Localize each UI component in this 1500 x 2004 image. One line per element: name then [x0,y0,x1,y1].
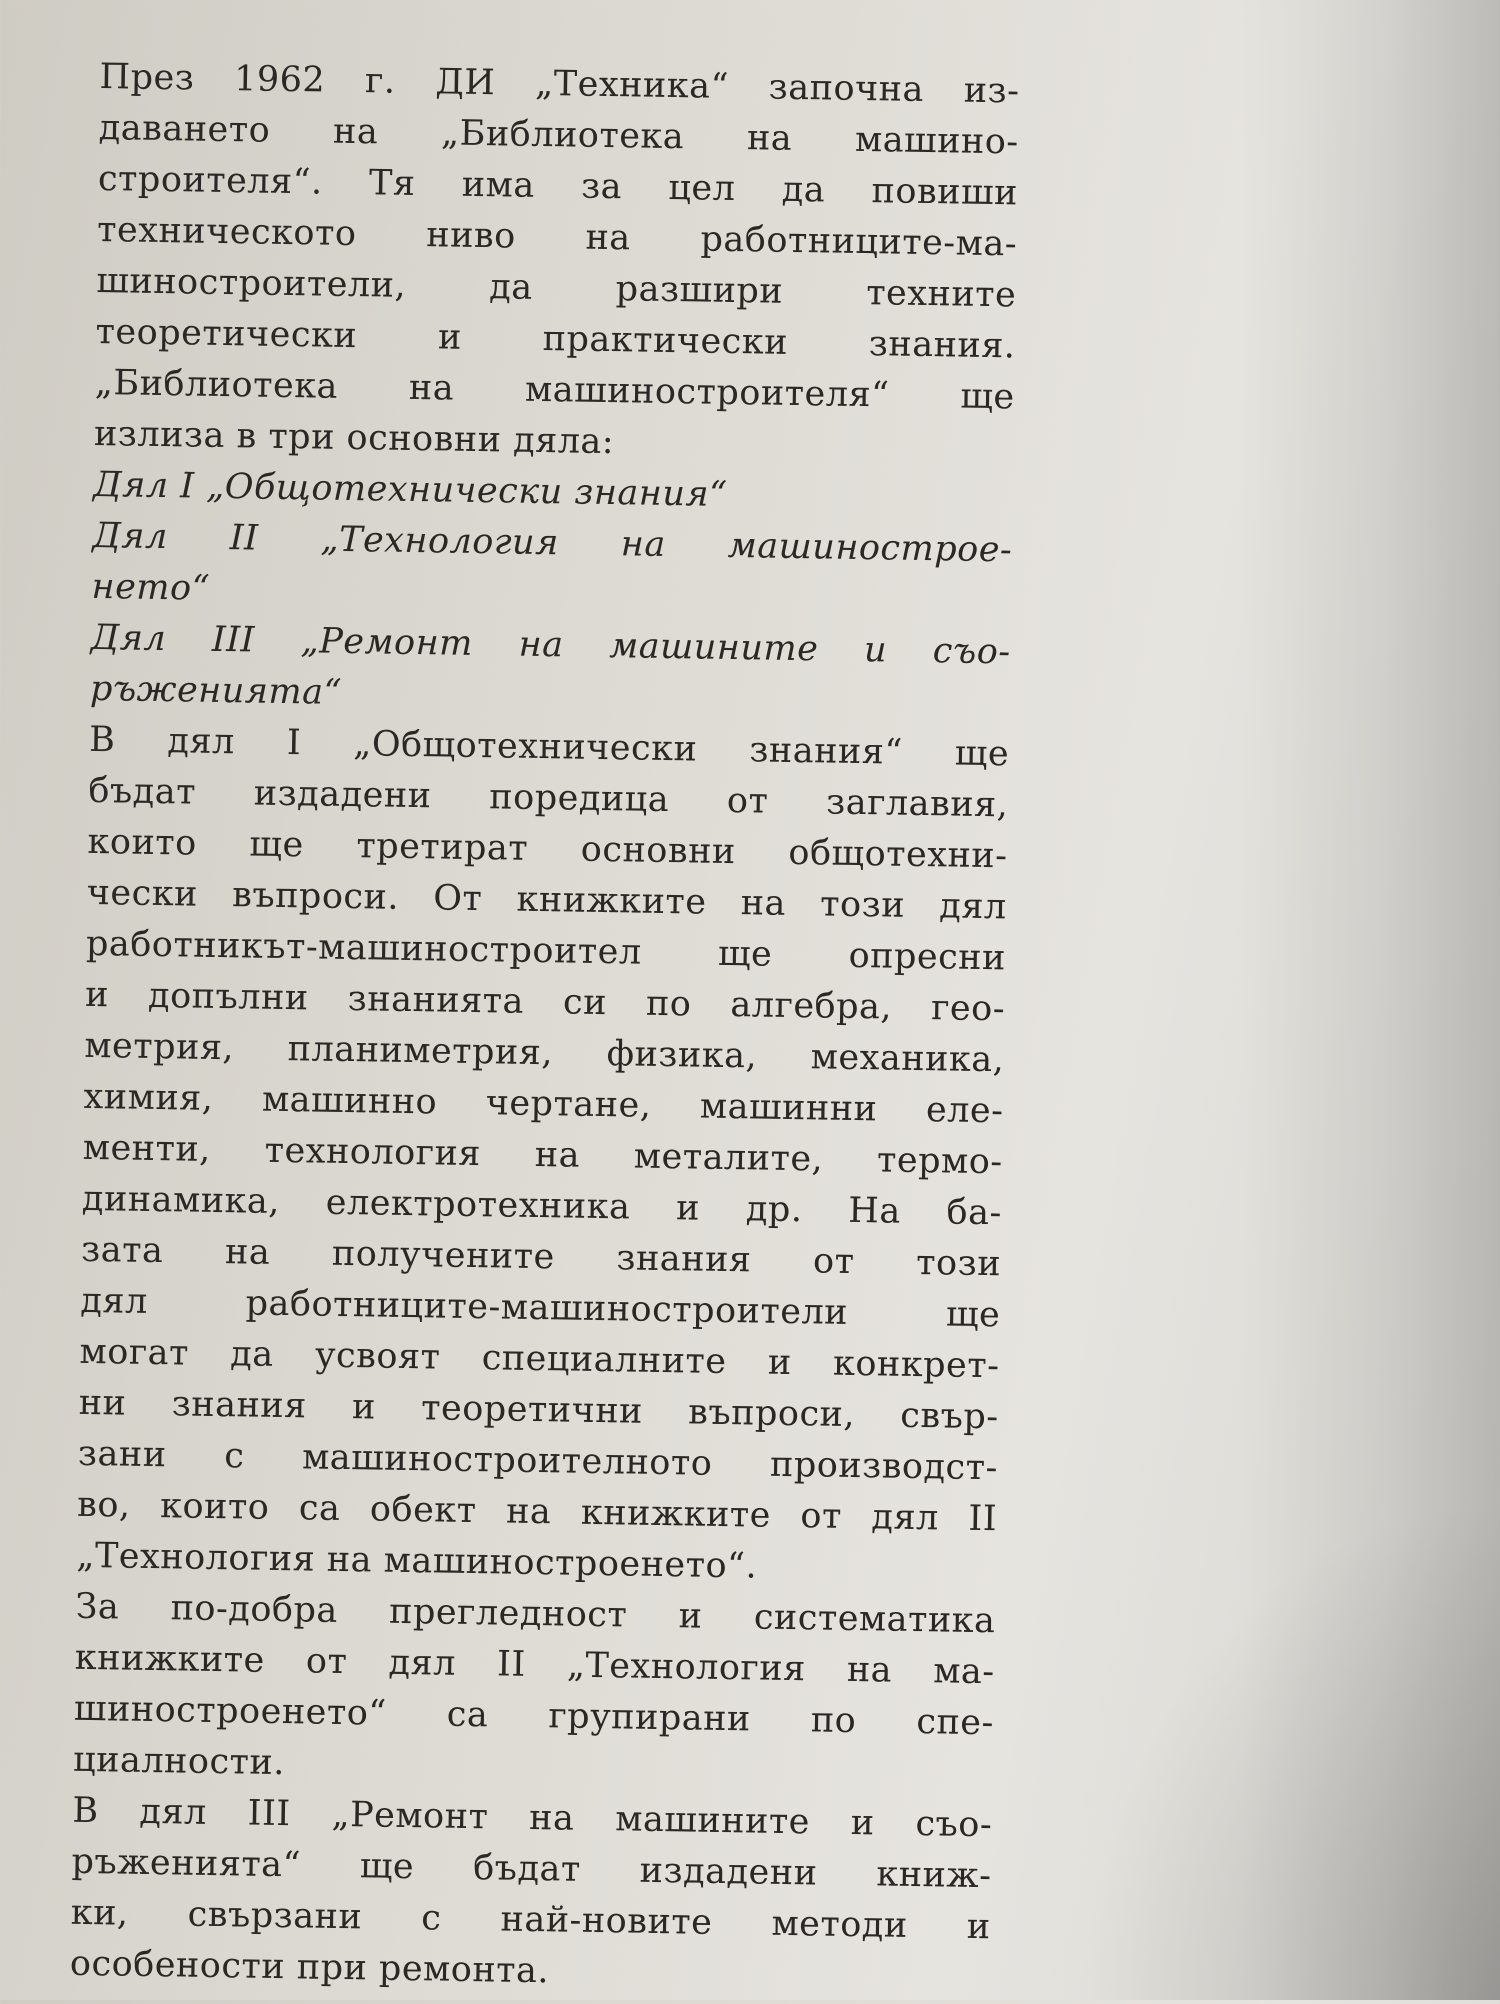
text-line: и допълни знанията си по алгебра, гео- [84,974,1006,1030]
text-line: дял работниците-машиностроители ще [80,1280,1001,1336]
section-two-heading-cont: нето“ [91,566,211,609]
text-line: През 1962 г. ДИ „Техника“ започна из- [99,56,1020,112]
text-line: техническото ниво на работниците-ма- [96,209,1018,265]
text-line: работникът-машиностроител ще опресни [85,923,1007,979]
text-line: „Библиотека на машиностроителя“ ще [94,362,1016,418]
text-line: В дял I „Общотехнически знания“ ще [88,719,1010,775]
text-line: строителя“. Тя има за цел да повиши [97,158,1019,214]
text-line: бъдат издадени поредица от заглавия, [88,770,1009,826]
text-line: особености при ремонта. [69,1943,550,1992]
text-line: ни знания и теоретични въпроси, свър- [78,1382,999,1438]
text-line: метрия, планиметрия, физика, механика, [84,1025,1005,1081]
text-line: В дял III „Ремонт на машините и съо- [72,1790,993,1846]
text-line: циалности. [72,1739,286,1784]
text-line: излиза в три основни дяла: [93,413,615,463]
text-line: За по-добра прегледност и систематика [75,1586,996,1642]
text-line: зата на получените знания от този [80,1229,1002,1285]
text-line: во, които са обект на книжките от дял II [76,1484,998,1540]
text-line: чески въпроси. От книжките на този дял [86,872,1007,928]
text-line: „Технология на машиностроенето“. [76,1535,758,1587]
page-shadow [1240,0,1500,2000]
section-one-heading: Дял I „Общотехнически знания“ [92,464,728,515]
text-line: ки, свързани с най-новите методи и [70,1892,991,1948]
section-two-heading: Дял II „Технология на машинострое- [92,515,1013,571]
text-line: теоретически и практически знания. [95,311,1016,367]
text-line: шиностроители, да разшири техните [96,260,1017,316]
text-line: книжките от дял II „Технология на ма- [74,1637,995,1693]
page-shadow-lower [1080,1500,1500,2000]
text-line: ръженията“ ще бъдат издадени книж- [71,1841,992,1897]
text-line: динамика, електротехника и др. На ба- [81,1178,1003,1234]
text-line: шиностроенето“ са групирани по спе- [73,1688,995,1744]
body-text [70,52,1020,2004]
text-line: химия, машинно чертане, машинни еле- [83,1076,1004,1132]
text-line: които ще третират основни общотехни- [87,821,1008,877]
text-line: даването на „Библиотека на машино- [98,107,1020,163]
text-line: зани с машиностроителното производст- [77,1433,999,1489]
section-three-heading-cont: ръженията“ [89,668,343,713]
section-three-heading: Дял III „Ремонт на машините и съо- [90,617,1011,673]
text-line: менти, технология на металите, термо- [82,1127,1003,1183]
text-line: могат да усвоят специалните и конкрет- [79,1331,1000,1387]
